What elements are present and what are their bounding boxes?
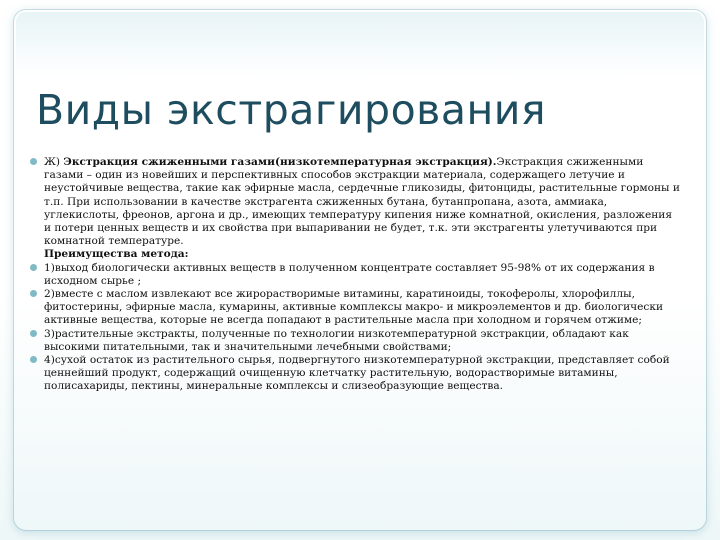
advantage-text: 2)вместе с маслом извлекают все жирорастворимые витамины, каратиноиды, токоферолы, хлорофиллы, фитостерины, эфирные масла, кумарины, активные комплексы макро- и микроэлементов и др. биологически активные вещества, которые не всегда попадают в растительные масла при холодном и горячем отжиме; [44,288,664,327]
advantages-heading: Преимущества метода: [44,248,189,261]
bullet-icon [30,330,37,337]
header-band [16,12,704,78]
paragraph-prefix: Ж) [44,156,64,168]
bullet-icon [30,290,37,297]
slide-body [32,156,682,394]
bullet-icon [30,264,37,271]
advantage-item-1 [32,262,682,288]
advantage-item-3 [32,328,682,354]
bullet-icon [30,356,37,363]
advantage-text: 4)сухой остаток из растительного сырья, подвергнутого низкотемпературной экстракции, представляет собой ценнейший продукт, содержащий очищенную клетчатку растительную, водорастворимые витамины, полисахариды, пектины, минеральные комплексы и слизеобразующие вещества. [44,354,670,393]
advantage-item-2 [32,288,682,328]
slide-title: Виды экстрагирования [36,86,547,134]
paragraph-bold-title: Экстракция сжиженными газами(низкотемпературная экстракция). [63,156,497,168]
advantage-text: 3)растительные экстракты, полученные по технологии низкотемпературной экстракции, обладают как высокими питательными, так и значительными лечебными свойствами; [44,327,629,353]
paragraph-extraction [32,156,682,248]
paragraph-text: Экстракция сжиженными газами – один из новейших и перспективных способов экстракции материала, содержащего летучие и неустойчивые вещества, такие как эфирные масла, сердечные гликозиды, фитонциды, растительные гормоны и т.п. При использовании в качестве экстрагента сжиженных бутана, бутанпропана, азота, аммиака, углекислоты, фреонов, аргона и др., имеющих температуру кипения ниже комнатной, окисления, разложения и потери ценных веществ и их свойства при выпаривании не будет, т.к. эти экстрагенты улетучиваются при комнатной температуре. [44,156,680,248]
advantage-item-4 [32,354,682,394]
bullet-icon [30,158,37,165]
advantage-text: 1)выход биологически активных веществ в полученном концентрате составляет 95-98% от их содержания в исходном сырье ; [44,261,655,287]
